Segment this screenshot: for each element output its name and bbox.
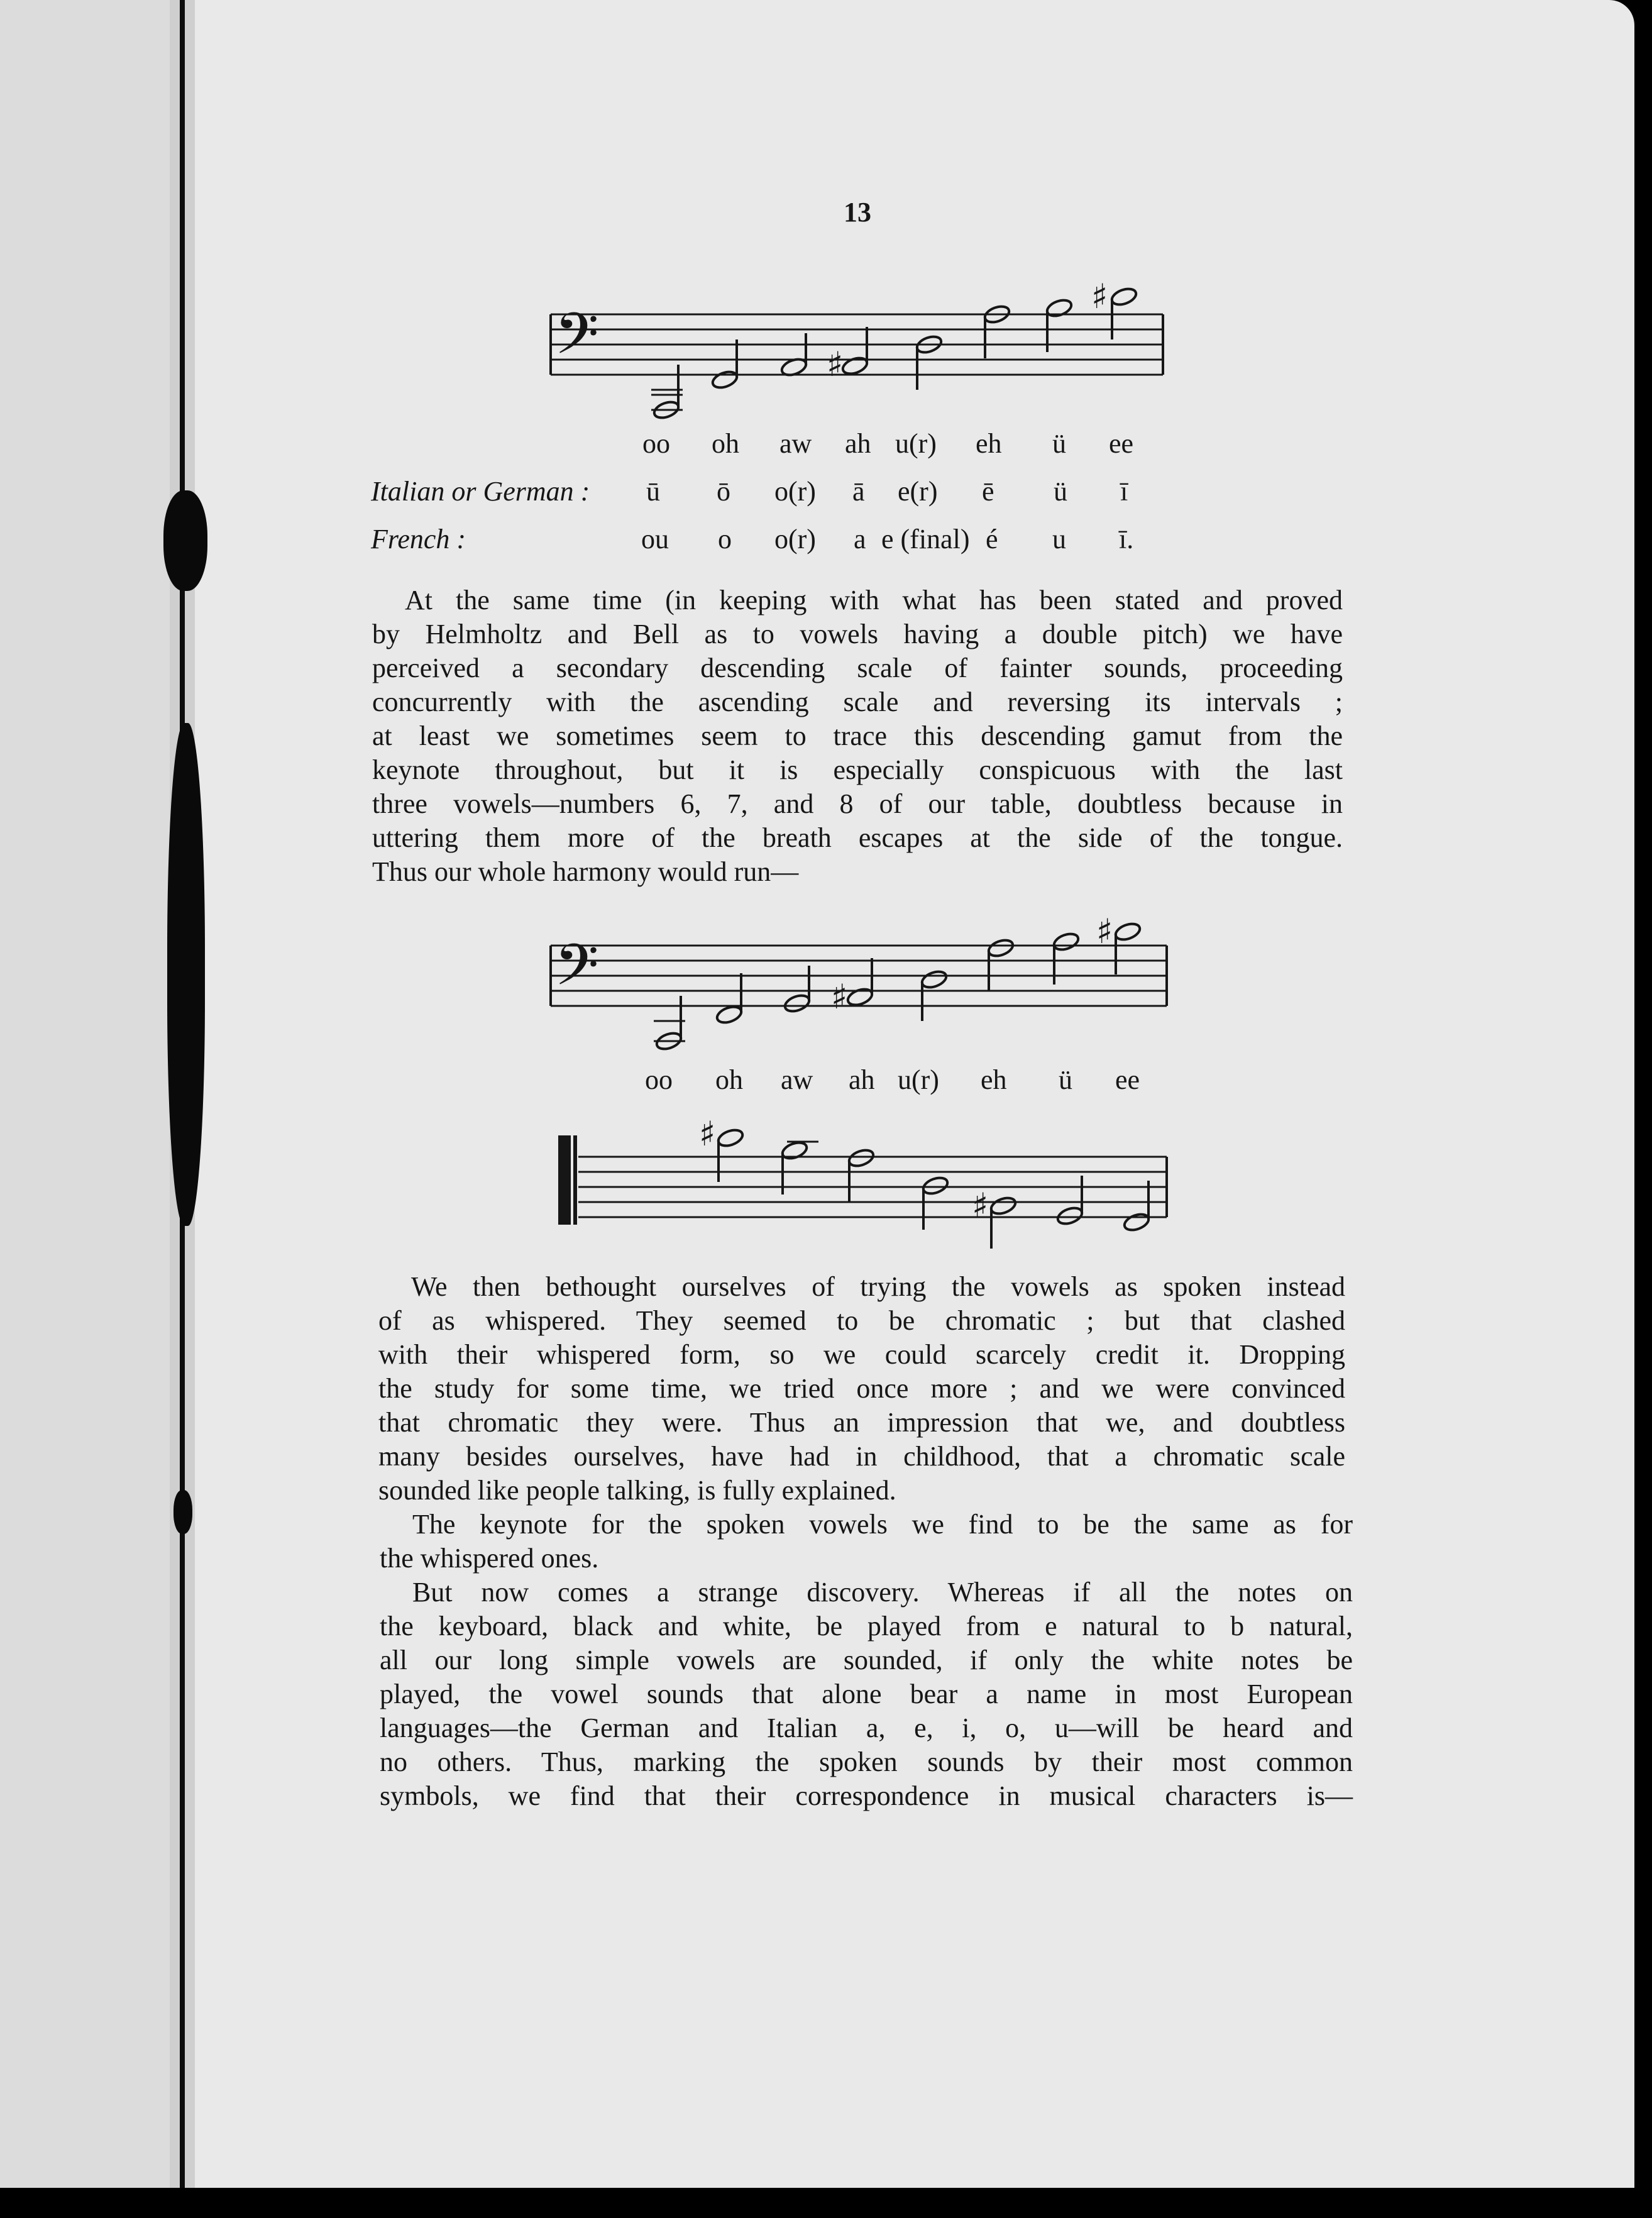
text-line: no others. Thus, marking the spoken sounds by their most common [380,1746,1353,1777]
half-note-icon [915,334,943,390]
text-line: the study for some time, we tried once more ; and we were convinced [378,1373,1345,1404]
vowel-label: ee [1109,428,1134,459]
vowel-label: é [986,524,998,554]
text-line: the keyboard, black and white, be played from e natural to b natural, [380,1611,1353,1641]
half-note-icon [1110,286,1138,339]
half-note-icon [989,1195,1017,1249]
half-note-icon [710,339,739,390]
svg-text:♯: ♯ [699,1114,716,1154]
vowel-row-english-2 [0,1064,1652,1098]
text-line: of as whispered. They seemed to be chromatic ; but that clashed [378,1305,1345,1336]
music-staff-descending [553,1100,1182,1257]
half-note-icon [983,304,1011,358]
vowel-label: oh [712,428,739,459]
vowel-label: u(r) [895,428,937,459]
vowel-label: ā [852,476,865,507]
sharp-icon [831,977,847,1017]
vowel-label: oo [642,428,670,459]
vowel-label: ō [717,476,730,507]
vowel-label: ü [1052,428,1066,459]
vowel-label: aw [779,428,812,459]
svg-text:♯: ♯ [827,345,844,384]
half-note-icon [847,1147,875,1202]
vowel-label: oh [715,1064,743,1095]
paragraph-1 [372,583,1343,889]
svg-text:𝄢: 𝄢 [554,932,599,1012]
vowel-row-french [0,523,1652,557]
vowel-label: eh [976,428,1002,459]
text-line: uttering them more of the breath escapes at the side of the tongue. [372,822,1343,853]
svg-text:♯: ♯ [972,1186,989,1225]
half-note-icon [654,996,683,1052]
text-line: At the same time (in keeping with what has been stated and proved [405,585,1343,615]
text-line: many besides ourselves, have had in childhood, that a chromatic scale [378,1441,1345,1472]
text-line: three vowels—numbers 6, 7, and 8 of our table, doubtless because in [372,788,1343,819]
text-line: The keynote for the spoken vowels we find to be the same as for [412,1509,1353,1540]
binding-stain [167,723,205,1226]
paragraph-4 [380,1575,1353,1813]
text-line: keynote throughout, but it is especially conspicuous with the last [372,754,1343,785]
svg-text:♯: ♯ [831,977,848,1017]
sharp-icon [699,1114,715,1154]
vowel-label: o(r) [774,524,816,554]
vowel-label: ī. [1119,524,1134,554]
svg-text:♯: ♯ [1096,912,1113,951]
vowel-label: u(r) [898,1064,939,1095]
music-staff-ascending [541,264,1194,434]
sharp-icon [1091,277,1108,316]
vowel-label: ü [1054,476,1067,507]
vowel-label: ē [982,476,994,507]
text-line: that chromatic they were. Thus an impression that we, and doubtless [378,1407,1345,1438]
vowel-label: ī [1120,476,1128,507]
vowel-label: o(r) [774,476,816,507]
text-line: sounded like people talking, is fully explained. [378,1475,896,1506]
half-note-icon [845,958,874,1008]
text-line: all our long simple vowels are sounded, if only the white notes be [380,1645,1353,1675]
vowel-row-italian-german [0,475,1652,509]
music-staff-ascending-2 [541,895,1194,1065]
half-note-icon [652,365,680,421]
page-number: 13 [844,197,871,228]
text-line: the whispered ones. [380,1543,599,1574]
vowel-label: ou [641,524,669,554]
vowel-label: ee [1115,1064,1140,1095]
svg-text:♯: ♯ [1091,277,1108,316]
half-note-icon [1113,921,1142,974]
text-line: with their whispered form, so we could scarcely credit it. Dropping [378,1339,1345,1370]
half-note-icon [1122,1181,1150,1233]
half-note-icon [716,1127,744,1182]
bass-clef-icon [554,932,599,1012]
vowel-label: o [718,524,732,554]
text-line: But now comes a strange discovery. Whereas if all the notes on [412,1577,1353,1608]
vowel-label: ü [1059,1064,1072,1095]
row-label-french: French : [371,524,466,554]
text-line: We then bethought ourselves of trying the vowels as spoken instead [411,1271,1345,1302]
text-line: concurrently with the ascending scale and reversing its intervals ; [372,687,1343,717]
vowel-label: aw [781,1064,813,1095]
vowel-label: ah [845,428,871,459]
text-line: symbols, we find that their correspondence in musical characters is— [380,1780,1353,1811]
paragraph-3 [380,1508,1353,1575]
text-line: languages—the German and Italian a, e, i, o, u—will be heard and [380,1713,1353,1743]
text-line: Thus our whole harmony would run— [372,856,799,887]
text-line: by Helmholtz and Bell as to vowels having a double pitch) we have [372,619,1343,649]
vowel-label: e (final) [881,524,970,554]
sharp-icon [827,345,843,384]
svg-text:𝄢: 𝄢 [554,301,599,381]
c-clef-icon [558,1135,577,1225]
vowel-row-english [0,428,1652,461]
paragraph-2 [378,1270,1345,1508]
vowel-label: e(r) [898,476,938,507]
vowel-label: eh [981,1064,1007,1095]
half-note-icon [840,327,869,377]
sharp-icon [972,1186,988,1225]
bass-clef-icon [554,301,599,381]
sharp-icon [1096,912,1113,951]
row-label-italian-german: Italian or German : [371,476,590,507]
vowel-label: a [854,524,866,554]
text-line: perceived a secondary descending scale of fainter sounds, proceeding [372,653,1343,683]
vowel-label: oo [645,1064,673,1095]
binding-stain [173,1490,192,1534]
text-line: played, the vowel sounds that alone bear a name in most European [380,1679,1353,1709]
vowel-label: u [1052,524,1066,554]
vowel-label: ū [646,476,660,507]
half-note-icon [715,973,743,1025]
vowel-label: ah [849,1064,875,1095]
text-line: at least we sometimes seem to trace this descending gamut from the [372,720,1343,751]
half-note-icon [779,333,808,378]
